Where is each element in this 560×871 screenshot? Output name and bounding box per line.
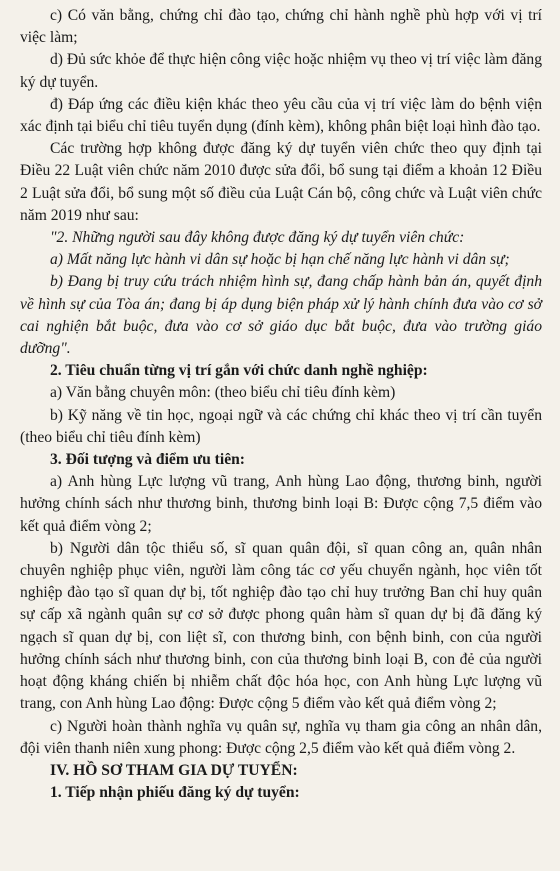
section-3-item-b: b) Người dân tộc thiểu số, sĩ quan quân đội, sĩ quan công an, quân nhân chuyên nghiệp phục viên, người làm công tác cơ yếu chuyển ngành, học viên tốt nghiệp đào tạo sĩ quan dự bị, tốt nghiệp đào tạo chỉ huy trưởng Ban chỉ huy quân sự cấp xã ngành quân sự cơ sở được phong quân hàm sĩ quan dự bị đã đăng ký ngạch sĩ quan dự bị, con liệt sĩ, con thương binh, con bệnh binh, con của người hưởng chính sách như thương binh, con của thương binh loại B, con đẻ của người hoạt động kháng chiến bị nhiễm chất độc hóa học, con Anh hùng Lực lượng vũ trang, con Anh hùng Lao động: Được cộng 5 điểm vào kết quả điểm vòng 2; xyxy=(20,539,542,713)
paragraph-dd: đ) Đáp ứng các điều kiện khác theo yêu cầu của vị trí việc làm do bệnh viện xác định tại biểu chỉ tiêu tuyển dụng (đính kèm), không phân biệt loại hình đào tạo. xyxy=(20,95,542,136)
section-4-heading: IV. HỒ SƠ THAM GIA DỰ TUYỂN: xyxy=(50,761,298,779)
quote-heading: "2. Những người sau đây không được đăng ký dự tuyển viên chức: xyxy=(50,229,465,247)
section-2-heading: 2. Tiêu chuẩn từng vị trí gắn với chức danh nghề nghiệp: xyxy=(50,362,428,380)
section-2-item-a: a) Văn bằng chuyên môn: (theo biểu chỉ tiêu đính kèm) xyxy=(50,384,396,402)
paragraph-exclusion-intro: Các trường hợp không được đăng ký dự tuyển viên chức theo quy định tại Điều 22 Luật viên chức năm 2010 được sửa đổi, bổ sung tại điểm a khoản 12 Điều 2 Luật sửa đổi, bổ sung một số điều của Luật Cán bộ, công chức và Luật viên chức năm 2019 như sau: xyxy=(20,140,542,224)
section-3-heading: 3. Đối tượng và điểm ưu tiên: xyxy=(50,451,245,469)
section-4-subheading: 1. Tiếp nhận phiếu đăng ký dự tuyển: xyxy=(50,784,300,802)
paragraph-c: c) Có văn bằng, chứng chỉ đào tạo, chứng chỉ hành nghề phù hợp với vị trí việc làm; xyxy=(20,7,542,47)
section-3-item-a: a) Anh hùng Lực lượng vũ trang, Anh hùng Lao động, thương binh, người hưởng chính sách như thương binh, thương binh loại B: Được cộng 7,5 điểm vào kết quả điểm vòng 2; xyxy=(20,473,542,535)
section-3-item-c: c) Người hoàn thành nghĩa vụ quân sự, nghĩa vụ tham gia công an nhân dân, đội viên thanh niên xung phong: Được cộng 2,5 điểm vào kết quả điểm vòng 2. xyxy=(20,717,542,757)
section-2-item-b: b) Kỹ năng về tin học, ngoại ngữ và các chứng chỉ khác theo vị trí cần tuyển (theo biểu chỉ tiêu đính kèm) xyxy=(20,406,542,446)
quote-item-a: a) Mất năng lực hành vi dân sự hoặc bị hạn chế năng lực hành vi dân sự; xyxy=(50,251,510,269)
quote-item-b: b) Đang bị truy cứu trách nhiệm hình sự, đang chấp hành bản án, quyết định về hình sự của Tòa án; đang bị áp dụng biện pháp xử lý hành chính đưa vào cơ sở cai nghiện bắt buộc, đưa vào cơ sở giáo dục bắt buộc, đưa vào trường giáo dưỡng". xyxy=(20,273,542,358)
paragraph-d: d) Đủ sức khỏe để thực hiện công việc hoặc nhiệm vụ theo vị trí việc làm đăng ký dự tuyển. xyxy=(20,51,542,91)
